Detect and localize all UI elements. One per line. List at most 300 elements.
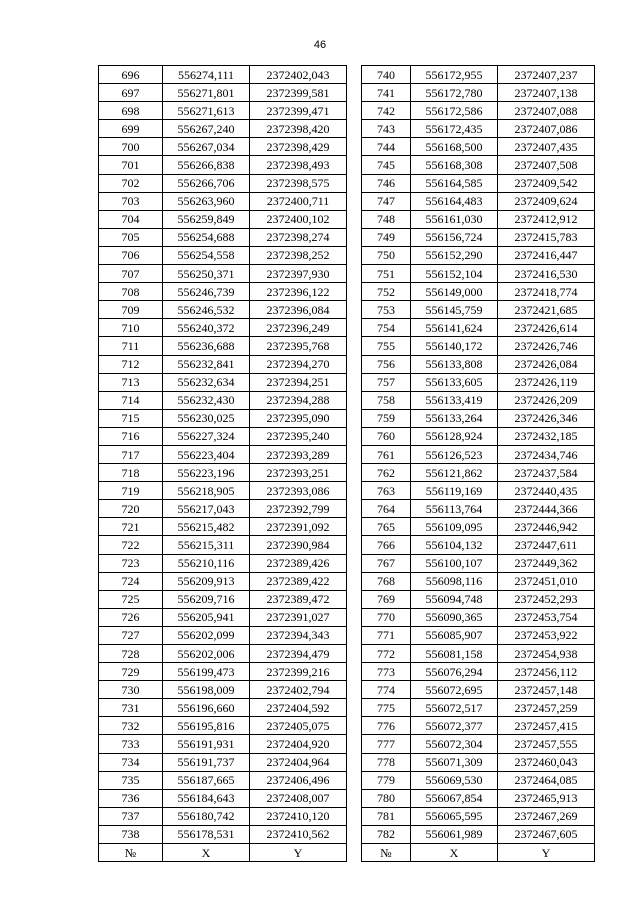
y-coordinate-cell: 2372449,362: [498, 554, 595, 572]
y-coordinate-cell: 2372451,010: [498, 572, 595, 590]
x-coordinate-cell: 556259,849: [163, 210, 250, 228]
table-row: [99, 391, 347, 409]
table-row: [99, 427, 347, 445]
point-number-cell: 708: [99, 283, 163, 301]
table-row: [99, 337, 347, 355]
y-coordinate-cell: 2372393,086: [250, 482, 347, 500]
table-row: [362, 246, 595, 264]
table-row: [99, 717, 347, 735]
y-coordinate-cell: 2372453,922: [498, 626, 595, 644]
table-row: [362, 391, 595, 409]
y-coordinate-cell: 2372404,592: [250, 699, 347, 717]
y-coordinate-cell: 2372389,426: [250, 554, 347, 572]
x-coordinate-cell: 556133,808: [411, 355, 498, 373]
y-coordinate-cell: 2372404,964: [250, 753, 347, 771]
x-coordinate-cell: 556140,172: [411, 337, 498, 355]
coordinates-table-left: [98, 65, 347, 862]
table-row: [99, 84, 347, 102]
table-row: [362, 645, 595, 663]
x-coordinate-cell: 556149,000: [411, 283, 498, 301]
point-number-cell: 730: [99, 681, 163, 699]
point-number-cell: 757: [362, 373, 411, 391]
y-coordinate-cell: 2372426,119: [498, 373, 595, 391]
y-coordinate-cell: 2372398,420: [250, 120, 347, 138]
x-coordinate-cell: 556250,371: [163, 265, 250, 283]
point-number-cell: 696: [99, 66, 163, 84]
point-number-cell: 698: [99, 102, 163, 120]
point-number-cell: 726: [99, 608, 163, 626]
table-row: [99, 246, 347, 264]
table-row: [362, 228, 595, 246]
point-number-cell: 769: [362, 590, 411, 608]
table-row: [362, 681, 595, 699]
y-coordinate-cell: 2372457,148: [498, 681, 595, 699]
x-coordinate-cell: 556085,907: [411, 626, 498, 644]
y-coordinate-cell: 2372426,746: [498, 337, 595, 355]
x-coordinate-cell: 556113,764: [411, 500, 498, 518]
header-y: Y: [250, 844, 347, 862]
y-coordinate-cell: 2372398,274: [250, 228, 347, 246]
table-row: [362, 572, 595, 590]
x-coordinate-cell: 556184,643: [163, 789, 250, 807]
table-row: [362, 337, 595, 355]
x-coordinate-cell: 556195,816: [163, 717, 250, 735]
table-row: [362, 373, 595, 391]
y-coordinate-cell: 2372394,251: [250, 373, 347, 391]
x-coordinate-cell: 556217,043: [163, 500, 250, 518]
y-coordinate-cell: 2372447,611: [498, 536, 595, 554]
y-coordinate-cell: 2372396,084: [250, 301, 347, 319]
y-coordinate-cell: 2372460,043: [498, 753, 595, 771]
x-coordinate-cell: 556133,419: [411, 391, 498, 409]
x-coordinate-cell: 556191,931: [163, 735, 250, 753]
y-coordinate-cell: 2372398,575: [250, 174, 347, 192]
point-number-cell: 731: [99, 699, 163, 717]
point-number-cell: 737: [99, 807, 163, 825]
table-row: [362, 825, 595, 843]
point-number-cell: 779: [362, 771, 411, 789]
x-coordinate-cell: 556227,324: [163, 427, 250, 445]
table-row: [362, 753, 595, 771]
x-coordinate-cell: 556164,585: [411, 174, 498, 192]
y-coordinate-cell: 2372399,581: [250, 84, 347, 102]
y-coordinate-cell: 2372453,754: [498, 608, 595, 626]
x-coordinate-cell: 556236,688: [163, 337, 250, 355]
table-row: [362, 265, 595, 283]
table-row: [99, 608, 347, 626]
x-coordinate-cell: 556126,523: [411, 445, 498, 463]
x-coordinate-cell: 556067,854: [411, 789, 498, 807]
table-row: [99, 355, 347, 373]
x-coordinate-cell: 556109,095: [411, 518, 498, 536]
x-coordinate-cell: 556196,660: [163, 699, 250, 717]
y-coordinate-cell: 2372421,685: [498, 301, 595, 319]
table-row: [362, 192, 595, 210]
point-number-cell: 754: [362, 319, 411, 337]
x-coordinate-cell: 556172,955: [411, 66, 498, 84]
y-coordinate-cell: 2372390,984: [250, 536, 347, 554]
table-row: [99, 373, 347, 391]
header-row-left: [99, 844, 347, 862]
y-coordinate-cell: 2372398,252: [250, 246, 347, 264]
point-number-cell: 761: [362, 445, 411, 463]
y-coordinate-cell: 2372391,092: [250, 518, 347, 536]
point-number-cell: 741: [362, 84, 411, 102]
y-coordinate-cell: 2372440,435: [498, 482, 595, 500]
table-row: [362, 518, 595, 536]
y-coordinate-cell: 2372457,415: [498, 717, 595, 735]
x-coordinate-cell: 556209,913: [163, 572, 250, 590]
x-coordinate-cell: 556205,941: [163, 608, 250, 626]
y-coordinate-cell: 2372426,209: [498, 391, 595, 409]
y-coordinate-cell: 2372389,472: [250, 590, 347, 608]
x-coordinate-cell: 556232,634: [163, 373, 250, 391]
table-row: [99, 482, 347, 500]
point-number-cell: 738: [99, 825, 163, 843]
point-number-cell: 745: [362, 156, 411, 174]
table-row: [362, 735, 595, 753]
point-number-cell: 717: [99, 445, 163, 463]
point-number-cell: 728: [99, 645, 163, 663]
table-row: [99, 518, 347, 536]
x-coordinate-cell: 556094,748: [411, 590, 498, 608]
point-number-cell: 747: [362, 192, 411, 210]
header-x: X: [163, 844, 250, 862]
table-row: [99, 807, 347, 825]
table-row: [99, 319, 347, 337]
x-coordinate-cell: 556152,104: [411, 265, 498, 283]
point-number-cell: 720: [99, 500, 163, 518]
y-coordinate-cell: 2372467,269: [498, 807, 595, 825]
point-number-cell: 718: [99, 464, 163, 482]
table-row: [99, 590, 347, 608]
table-row: [99, 210, 347, 228]
x-coordinate-cell: 556128,924: [411, 427, 498, 445]
x-coordinate-cell: 556271,613: [163, 102, 250, 120]
point-number-cell: 778: [362, 753, 411, 771]
point-number-cell: 756: [362, 355, 411, 373]
y-coordinate-cell: 2372409,542: [498, 174, 595, 192]
point-number-cell: 765: [362, 518, 411, 536]
header-y: Y: [498, 844, 595, 862]
x-coordinate-cell: 556100,107: [411, 554, 498, 572]
table-row: [99, 681, 347, 699]
y-coordinate-cell: 2372395,090: [250, 409, 347, 427]
point-number-cell: 732: [99, 717, 163, 735]
x-coordinate-cell: 556202,099: [163, 626, 250, 644]
x-coordinate-cell: 556215,482: [163, 518, 250, 536]
table-row: [362, 536, 595, 554]
y-coordinate-cell: 2372407,237: [498, 66, 595, 84]
y-coordinate-cell: 2372396,249: [250, 319, 347, 337]
y-coordinate-cell: 2372444,366: [498, 500, 595, 518]
header-x: X: [411, 844, 498, 862]
x-coordinate-cell: 556141,624: [411, 319, 498, 337]
point-number-cell: 701: [99, 156, 163, 174]
x-coordinate-cell: 556267,034: [163, 138, 250, 156]
point-number-cell: 710: [99, 319, 163, 337]
x-coordinate-cell: 556240,372: [163, 319, 250, 337]
x-coordinate-cell: 556198,009: [163, 681, 250, 699]
table-row: [99, 102, 347, 120]
table-row: [362, 283, 595, 301]
x-coordinate-cell: 556133,605: [411, 373, 498, 391]
table-row: [362, 500, 595, 518]
y-coordinate-cell: 2372464,085: [498, 771, 595, 789]
coordinates-table-right-body: [362, 66, 595, 844]
table-row: [99, 663, 347, 681]
x-coordinate-cell: 556072,517: [411, 699, 498, 717]
x-coordinate-cell: 556254,558: [163, 246, 250, 264]
y-coordinate-cell: 2372456,112: [498, 663, 595, 681]
table-row: [362, 464, 595, 482]
x-coordinate-cell: 556172,435: [411, 120, 498, 138]
x-coordinate-cell: 556202,006: [163, 645, 250, 663]
y-coordinate-cell: 2372467,605: [498, 825, 595, 843]
point-number-cell: 706: [99, 246, 163, 264]
x-coordinate-cell: 556232,841: [163, 355, 250, 373]
x-coordinate-cell: 556187,665: [163, 771, 250, 789]
point-number-cell: 735: [99, 771, 163, 789]
point-number-cell: 766: [362, 536, 411, 554]
point-number-cell: 700: [99, 138, 163, 156]
point-number-cell: 740: [362, 66, 411, 84]
point-number-cell: 707: [99, 265, 163, 283]
point-number-cell: 705: [99, 228, 163, 246]
y-coordinate-cell: 2372400,711: [250, 192, 347, 210]
y-coordinate-cell: 2372394,343: [250, 626, 347, 644]
x-coordinate-cell: 556223,196: [163, 464, 250, 482]
point-number-cell: 716: [99, 427, 163, 445]
y-coordinate-cell: 2372410,562: [250, 825, 347, 843]
x-coordinate-cell: 556232,430: [163, 391, 250, 409]
table-row: [99, 771, 347, 789]
point-number-cell: 699: [99, 120, 163, 138]
y-coordinate-cell: 2372452,293: [498, 590, 595, 608]
x-coordinate-cell: 556271,801: [163, 84, 250, 102]
x-coordinate-cell: 556133,264: [411, 409, 498, 427]
y-coordinate-cell: 2372396,122: [250, 283, 347, 301]
point-number-cell: 780: [362, 789, 411, 807]
table-row: [99, 735, 347, 753]
y-coordinate-cell: 2372402,043: [250, 66, 347, 84]
point-number-cell: 714: [99, 391, 163, 409]
y-coordinate-cell: 2372394,479: [250, 645, 347, 663]
header-num: №: [362, 844, 411, 862]
point-number-cell: 744: [362, 138, 411, 156]
table-row: [362, 120, 595, 138]
y-coordinate-cell: 2372416,530: [498, 265, 595, 283]
x-coordinate-cell: 556065,595: [411, 807, 498, 825]
y-coordinate-cell: 2372395,768: [250, 337, 347, 355]
point-number-cell: 775: [362, 699, 411, 717]
table-row: [362, 138, 595, 156]
table-row: [99, 283, 347, 301]
y-coordinate-cell: 2372407,088: [498, 102, 595, 120]
point-number-cell: 719: [99, 482, 163, 500]
point-number-cell: 743: [362, 120, 411, 138]
x-coordinate-cell: 556215,311: [163, 536, 250, 554]
x-coordinate-cell: 556090,365: [411, 608, 498, 626]
x-coordinate-cell: 556254,688: [163, 228, 250, 246]
x-coordinate-cell: 556246,532: [163, 301, 250, 319]
table-row: [99, 265, 347, 283]
point-number-cell: 724: [99, 572, 163, 590]
x-coordinate-cell: 556178,531: [163, 825, 250, 843]
x-coordinate-cell: 556223,404: [163, 445, 250, 463]
point-number-cell: 725: [99, 590, 163, 608]
table-row: [99, 138, 347, 156]
point-number-cell: 758: [362, 391, 411, 409]
y-coordinate-cell: 2372394,270: [250, 355, 347, 373]
y-coordinate-cell: 2372399,216: [250, 663, 347, 681]
x-coordinate-cell: 556121,862: [411, 464, 498, 482]
table-row: [99, 645, 347, 663]
y-coordinate-cell: 2372404,920: [250, 735, 347, 753]
point-number-cell: 709: [99, 301, 163, 319]
y-coordinate-cell: 2372457,555: [498, 735, 595, 753]
point-number-cell: 704: [99, 210, 163, 228]
table-row: [362, 482, 595, 500]
y-coordinate-cell: 2372432,185: [498, 427, 595, 445]
coordinates-table-left-body: [99, 66, 347, 844]
y-coordinate-cell: 2372426,346: [498, 409, 595, 427]
point-number-cell: 713: [99, 373, 163, 391]
header-row-right: [362, 844, 595, 862]
point-number-cell: 727: [99, 626, 163, 644]
x-coordinate-cell: 556145,759: [411, 301, 498, 319]
x-coordinate-cell: 556152,290: [411, 246, 498, 264]
x-coordinate-cell: 556191,737: [163, 753, 250, 771]
y-coordinate-cell: 2372418,774: [498, 283, 595, 301]
x-coordinate-cell: 556156,724: [411, 228, 498, 246]
point-number-cell: 751: [362, 265, 411, 283]
y-coordinate-cell: 2372389,422: [250, 572, 347, 590]
point-number-cell: 703: [99, 192, 163, 210]
table-row: [362, 445, 595, 463]
point-number-cell: 746: [362, 174, 411, 192]
table-row: [362, 319, 595, 337]
table-row: [99, 464, 347, 482]
x-coordinate-cell: 556072,304: [411, 735, 498, 753]
table-row: [362, 66, 595, 84]
x-coordinate-cell: 556069,530: [411, 771, 498, 789]
point-number-cell: 752: [362, 283, 411, 301]
table-row: [362, 807, 595, 825]
y-coordinate-cell: 2372426,614: [498, 319, 595, 337]
point-number-cell: 763: [362, 482, 411, 500]
point-number-cell: 697: [99, 84, 163, 102]
point-number-cell: 729: [99, 663, 163, 681]
point-number-cell: 762: [362, 464, 411, 482]
y-coordinate-cell: 2372407,508: [498, 156, 595, 174]
table-row: [362, 355, 595, 373]
y-coordinate-cell: 2372437,584: [498, 464, 595, 482]
table-row: [99, 228, 347, 246]
x-coordinate-cell: 556168,308: [411, 156, 498, 174]
x-coordinate-cell: 556081,158: [411, 645, 498, 663]
table-row: [362, 590, 595, 608]
point-number-cell: 711: [99, 337, 163, 355]
y-coordinate-cell: 2372400,102: [250, 210, 347, 228]
y-coordinate-cell: 2372409,624: [498, 192, 595, 210]
y-coordinate-cell: 2372465,913: [498, 789, 595, 807]
table-row: [362, 84, 595, 102]
y-coordinate-cell: 2372416,447: [498, 246, 595, 264]
table-row: [362, 626, 595, 644]
x-coordinate-cell: 556267,240: [163, 120, 250, 138]
table-row: [362, 210, 595, 228]
point-number-cell: 782: [362, 825, 411, 843]
table-row: [99, 753, 347, 771]
y-coordinate-cell: 2372407,435: [498, 138, 595, 156]
x-coordinate-cell: 556072,377: [411, 717, 498, 735]
y-coordinate-cell: 2372410,120: [250, 807, 347, 825]
y-coordinate-cell: 2372426,084: [498, 355, 595, 373]
table-row: [99, 500, 347, 518]
table-row: [362, 174, 595, 192]
table-row: [99, 174, 347, 192]
x-coordinate-cell: 556072,695: [411, 681, 498, 699]
coordinates-table-right: [361, 65, 595, 862]
y-coordinate-cell: 2372398,429: [250, 138, 347, 156]
x-coordinate-cell: 556230,025: [163, 409, 250, 427]
table-row: [99, 626, 347, 644]
x-coordinate-cell: 556098,116: [411, 572, 498, 590]
x-coordinate-cell: 556199,473: [163, 663, 250, 681]
table-row: [362, 156, 595, 174]
point-number-cell: 712: [99, 355, 163, 373]
x-coordinate-cell: 556061,989: [411, 825, 498, 843]
x-coordinate-cell: 556104,132: [411, 536, 498, 554]
table-row: [362, 789, 595, 807]
y-coordinate-cell: 2372405,075: [250, 717, 347, 735]
point-number-cell: 753: [362, 301, 411, 319]
point-number-cell: 781: [362, 807, 411, 825]
point-number-cell: 759: [362, 409, 411, 427]
table-row: [362, 409, 595, 427]
point-number-cell: 760: [362, 427, 411, 445]
table-row: [99, 301, 347, 319]
x-coordinate-cell: 556172,780: [411, 84, 498, 102]
x-coordinate-cell: 556263,960: [163, 192, 250, 210]
table-row: [362, 554, 595, 572]
table-row: [99, 409, 347, 427]
x-coordinate-cell: 556161,030: [411, 210, 498, 228]
point-number-cell: 770: [362, 608, 411, 626]
y-coordinate-cell: 2372457,259: [498, 699, 595, 717]
point-number-cell: 742: [362, 102, 411, 120]
table-row: [99, 156, 347, 174]
point-number-cell: 768: [362, 572, 411, 590]
point-number-cell: 715: [99, 409, 163, 427]
y-coordinate-cell: 2372393,251: [250, 464, 347, 482]
point-number-cell: 723: [99, 554, 163, 572]
y-coordinate-cell: 2372393,289: [250, 445, 347, 463]
x-coordinate-cell: 556119,169: [411, 482, 498, 500]
point-number-cell: 734: [99, 753, 163, 771]
point-number-cell: 750: [362, 246, 411, 264]
table-row: [362, 102, 595, 120]
table-row: [99, 572, 347, 590]
point-number-cell: 748: [362, 210, 411, 228]
x-coordinate-cell: 556266,838: [163, 156, 250, 174]
x-coordinate-cell: 556168,500: [411, 138, 498, 156]
point-number-cell: 749: [362, 228, 411, 246]
table-row: [99, 192, 347, 210]
x-coordinate-cell: 556274,111: [163, 66, 250, 84]
point-number-cell: 767: [362, 554, 411, 572]
